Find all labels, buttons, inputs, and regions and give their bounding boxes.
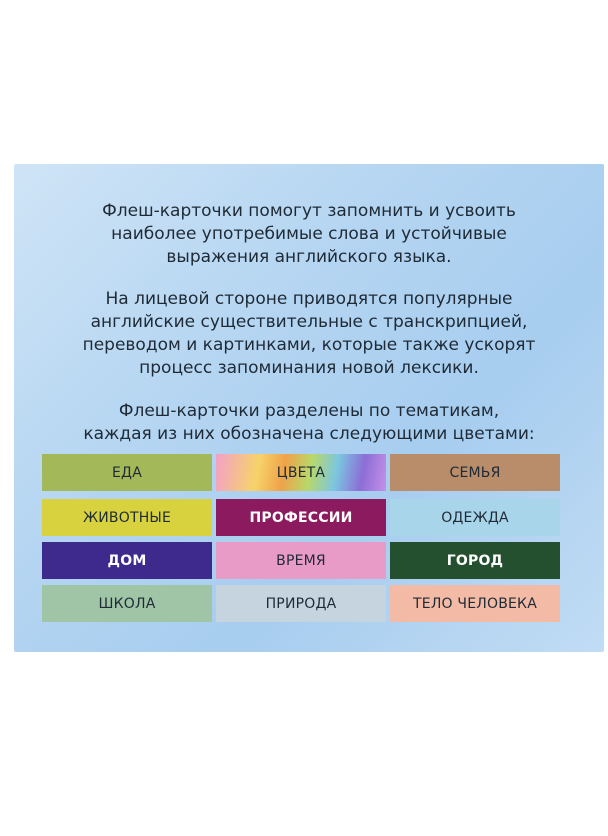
- intro-line: На лицевой стороне приводятся популярные: [105, 289, 513, 309]
- category-home: ДОМ: [42, 542, 212, 579]
- intro-line: наиболее употребимые слова и устойчивые: [111, 224, 507, 244]
- category-family: СЕМЬЯ: [390, 454, 560, 491]
- category-animals: ЖИВОТНЫЕ: [42, 499, 212, 536]
- intro-line: каждая из них обозначена следующими цветами:: [83, 424, 535, 444]
- intro-paragraph-2: [0, 288, 608, 380]
- category-city: ГОРОД: [390, 542, 560, 579]
- intro-paragraph-3: [0, 400, 608, 446]
- category-school: ШКОЛА: [42, 585, 212, 622]
- category-colors: ЦВЕТА: [216, 454, 386, 491]
- intro-line: английские существительные с транскрипцией,: [90, 312, 528, 332]
- intro-line: переводом и картинками, которые также ускорят: [82, 335, 536, 355]
- category-nature: ПРИРОДА: [216, 585, 386, 622]
- category-time: ВРЕМЯ: [216, 542, 386, 579]
- intro-line: Флеш-карточки разделены по тематикам,: [118, 401, 500, 421]
- category-clothes: ОДЕЖДА: [390, 499, 560, 536]
- intro-paragraph-1: [0, 200, 608, 269]
- category-food: ЕДА: [42, 454, 212, 491]
- category-professions: ПРОФЕССИИ: [216, 499, 386, 536]
- intro-line: Флеш-карточки помогут запомнить и усвоить: [102, 201, 516, 221]
- category-human-body: ТЕЛО ЧЕЛОВЕКА: [390, 585, 560, 622]
- intro-line: выражения английского языка.: [166, 247, 452, 267]
- intro-line: процесс запоминания новой лексики.: [139, 358, 479, 378]
